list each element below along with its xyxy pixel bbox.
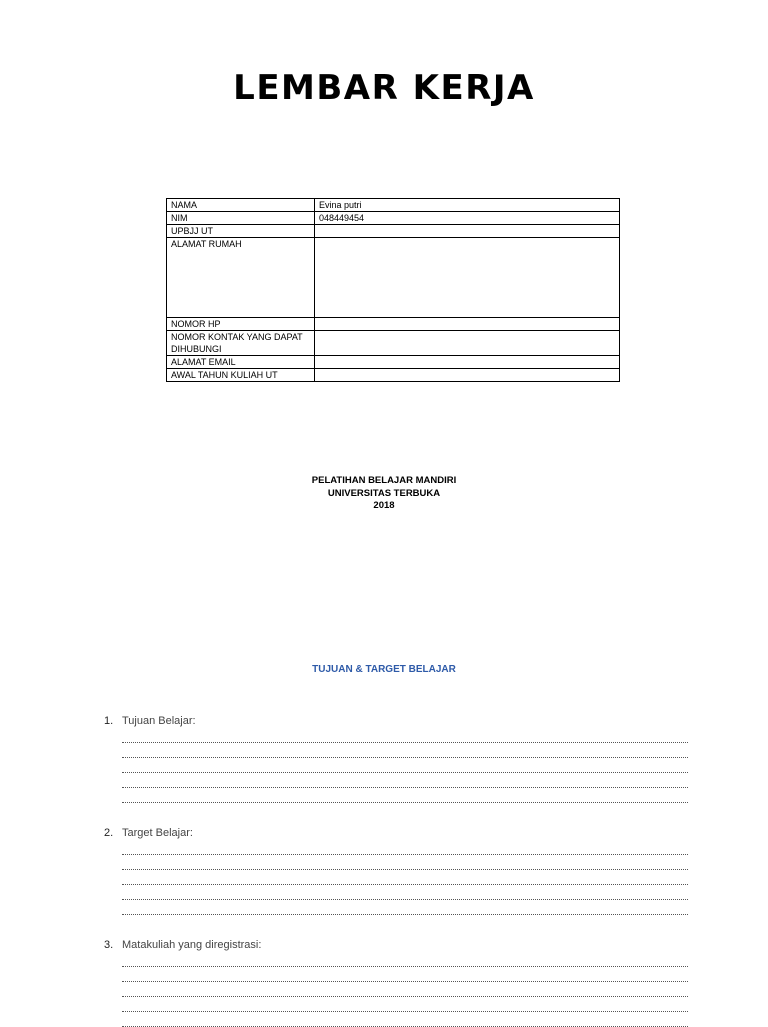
answer-line[interactable] bbox=[122, 952, 688, 967]
training-heading-line3: 2018 bbox=[373, 500, 395, 511]
field-value-nomor-hp[interactable] bbox=[315, 318, 620, 331]
answer-line[interactable] bbox=[122, 855, 688, 870]
answer-line[interactable] bbox=[122, 728, 688, 743]
table-row bbox=[167, 225, 620, 238]
field-value-upbjj[interactable] bbox=[315, 225, 620, 238]
table-row bbox=[167, 331, 620, 356]
question-label: Matakuliah yang diregistrasi: bbox=[122, 939, 262, 951]
field-label-upbjj: UPBJJ UT bbox=[167, 225, 315, 238]
field-label-awal-tahun: AWAL TAHUN KULIAH UT bbox=[167, 369, 315, 382]
question-label: Tujuan Belajar: bbox=[122, 715, 196, 727]
answer-line[interactable] bbox=[122, 840, 688, 855]
answer-line[interactable] bbox=[122, 900, 688, 915]
page-title: LEMBAR KERJA bbox=[233, 68, 535, 108]
answer-line[interactable] bbox=[122, 773, 688, 788]
table-row bbox=[167, 318, 620, 331]
section-title: TUJUAN & TARGET BELAJAR bbox=[312, 664, 456, 675]
field-label-nomor-hp: NOMOR HP bbox=[167, 318, 315, 331]
answer-line[interactable] bbox=[122, 743, 688, 758]
question-block-3 bbox=[104, 938, 688, 1027]
training-heading-line1: PELATIHAN BELAJAR MANDIRI bbox=[311, 475, 457, 486]
answer-line[interactable] bbox=[122, 982, 688, 997]
table-row bbox=[167, 212, 620, 225]
training-heading bbox=[0, 475, 768, 513]
field-label-alamat-email: ALAMAT EMAIL bbox=[167, 356, 315, 369]
question-block-1 bbox=[104, 714, 688, 803]
field-label-alamat-rumah: ALAMAT RUMAH bbox=[167, 238, 315, 318]
question-number: 1. bbox=[104, 715, 114, 727]
field-label-nomor-kontak: NOMOR KONTAK YANG DAPAT DIHUBUNGI bbox=[167, 331, 315, 356]
table-row bbox=[167, 369, 620, 382]
question-number: 2. bbox=[104, 827, 114, 839]
student-info-table bbox=[166, 198, 620, 382]
answer-line[interactable] bbox=[122, 967, 688, 982]
field-value-awal-tahun[interactable] bbox=[315, 369, 620, 382]
field-value-nim[interactable]: 048449454 bbox=[315, 212, 620, 225]
question-block-2 bbox=[104, 826, 688, 915]
answer-line[interactable] bbox=[122, 870, 688, 885]
table-row bbox=[167, 356, 620, 369]
training-heading-line2: UNIVERSITAS TERBUKA bbox=[327, 487, 441, 499]
table-row bbox=[167, 199, 620, 212]
field-value-nomor-kontak[interactable] bbox=[315, 331, 620, 356]
table-row bbox=[167, 238, 620, 318]
answer-line[interactable] bbox=[122, 788, 688, 803]
field-value-alamat-email[interactable] bbox=[315, 356, 620, 369]
question-label: Target Belajar: bbox=[122, 827, 193, 839]
field-value-alamat-rumah[interactable] bbox=[315, 238, 620, 318]
question-number: 3. bbox=[104, 939, 114, 951]
field-label-nama: NAMA bbox=[167, 199, 315, 212]
answer-line[interactable] bbox=[122, 758, 688, 773]
answer-line[interactable] bbox=[122, 1012, 688, 1027]
field-label-nim: NIM bbox=[167, 212, 315, 225]
field-value-nama[interactable]: Evina putri bbox=[315, 199, 620, 212]
answer-line[interactable] bbox=[122, 885, 688, 900]
answer-line[interactable] bbox=[122, 997, 688, 1012]
